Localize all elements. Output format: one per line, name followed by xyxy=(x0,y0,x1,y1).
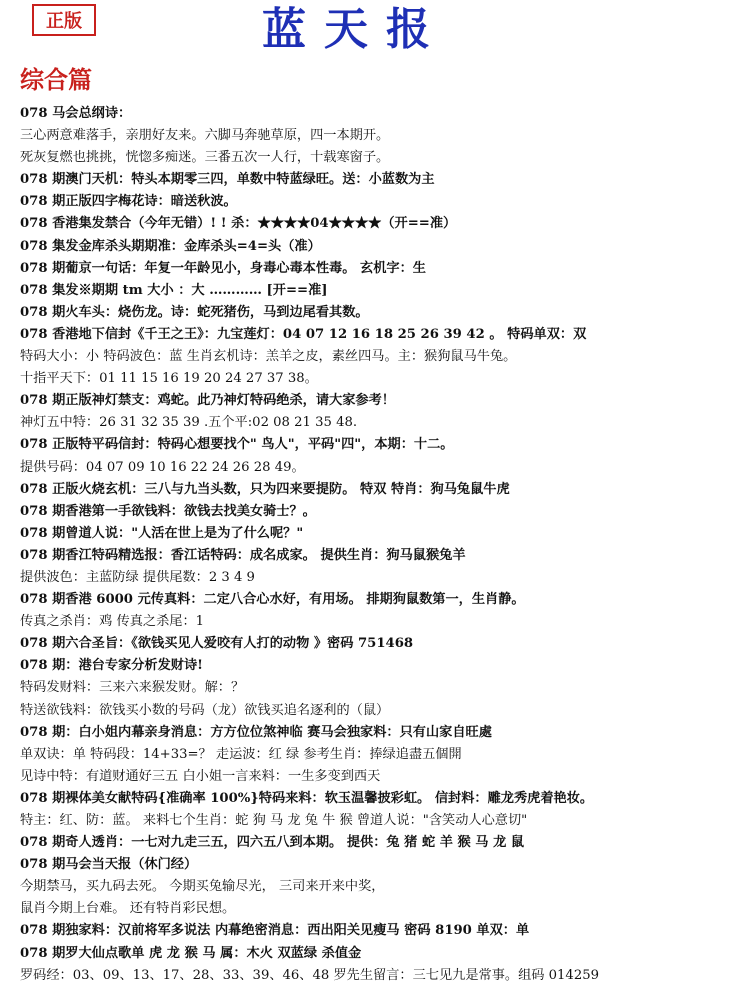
authentic-badge: 正版 xyxy=(32,4,96,36)
text-line: 特送欲钱料：欲钱买小数的号码（龙）欲钱买追名逐利的（鼠） xyxy=(20,702,390,718)
text-line: 078 期正版神灯禁支：鸡蛇。此乃神灯特码绝杀，请大家参考！ xyxy=(20,393,395,409)
text-line: 神灯五中特：26 31 32 35 39 .五个平:02 08 21 35 48. xyxy=(20,415,358,431)
section-heading: 综合篇 xyxy=(20,66,92,94)
text-line: 078 期香港 6000 元传真料：二定八合心水好，有用场。 排期狗鼠数第一，生肖静。 xyxy=(20,592,525,608)
text-line: 078 香港地下信封《千王之王》：九宝莲灯：04 07 12 16 18 25 26 39 42 。 特码单双：双 xyxy=(20,326,587,342)
text-line: 078 集发※期期 tm 大小 ：大 ………… [开==准] xyxy=(20,282,328,298)
text-line: 传真之杀肖：鸡 传真之杀尾：1 xyxy=(20,614,205,630)
text-line: 078 期：白小姐内幕亲身消息：方方位位煞神临 赛马会独家料：只有山家自旺處 xyxy=(20,724,492,740)
text-line: 078 期奇人透肖：一七对九走三五，四六五八到本期。 提供：兔 猪 蛇 羊 猴 马 龙 鼠 xyxy=(20,835,525,851)
text-line: 078 马会总纲诗： xyxy=(20,106,132,121)
text-line: 078 期葡京一句话：年复一年龄见小，身毒心毒本性毒。 玄机字：生 xyxy=(20,260,426,276)
text-line: 见诗中特：有道财通好三五 白小姐一言来料：一生多变到西天 xyxy=(20,768,381,784)
text-line: 提供波色：主蓝防绿 提供尾数：2 3 4 9 xyxy=(20,569,255,585)
text-line: 特主：红、防：蓝。 来料七个生肖：蛇 狗 马 龙 兔 牛 猴 曾道人说："含笑动人心意切" xyxy=(20,813,528,828)
text-line: 罗码经：03、09、13、17、28、33、39、46、48 罗先生留言：三七见九是常事。组码 014259 xyxy=(20,967,599,983)
text-line: 078 期罗大仙点歌单 虎 龙 猴 马 属：木火 双蓝绿 杀值金 xyxy=(20,945,362,961)
newspaper-title: 蓝天报 xyxy=(262,4,448,55)
text-line: 提供号码：04 07 09 10 16 22 24 26 28 49。 xyxy=(20,459,305,475)
text-line: 078 集发金库杀头期期准：金库杀头=4=头（准） xyxy=(20,238,321,254)
text-line: 078 期香江特码精选报：香江话特码：成名成家。 提供生肖：狗马鼠猴兔羊 xyxy=(20,547,466,563)
text-line: 078 期裸体美女献特码{准确率 100%}特码来料：软玉温馨披彩虹。 信封料：雕龙秀虎着艳妆。 xyxy=(20,790,594,806)
text-line: 单双诀：单 特码段：14+33=？ 走运波：红 绿 参考生肖：捧绿追盡五個開 xyxy=(20,746,462,762)
text-line: 三心两意难落手，亲朋好友来。六脚马奔驰草原，四一本期开。 xyxy=(20,128,390,144)
text-line: 十指平天下：01 11 15 16 19 20 24 27 37 38。 xyxy=(20,371,318,387)
text-line: 078 期独家料：汉前将军多说法 内幕绝密消息：西出阳关见瘦马 密码 8190 单双：单 xyxy=(20,923,530,939)
text-line: 078 期澳门天机：特头本期零三四，单数中特蓝绿旺。送：小蓝数为主 xyxy=(20,172,435,188)
text-line: 死灰复燃也挑挑，恍惚多痴迷。三番五次一人行，十载寒窗子。 xyxy=(20,150,390,166)
text-line: 特码大小：小 特码波色：蓝 生肖玄机诗：羔羊之皮，素丝四马。主：猴狗鼠马牛兔。 xyxy=(20,349,517,365)
text-line: 078 香港集发禁合（今年无错）! ! 杀：★★★★04★★★★（开==准） xyxy=(20,216,457,232)
text-line: 078 期曾道人说："人活在世上是为了什么呢？" xyxy=(20,525,304,541)
text-line: 078 期：港台专家分析发财诗! xyxy=(20,658,203,674)
article-body xyxy=(20,103,720,987)
text-line: 078 期正版四字梅花诗：暗送秋波。 xyxy=(20,194,237,210)
text-line: 078 正版特平码信封：特码心想要找个" 鸟人"，平码"四"，本期：十二。 xyxy=(20,437,454,453)
text-line: 078 期六合圣旨：《欲钱买见人爱咬有人打的动物 》密码 751468 xyxy=(20,636,414,652)
text-line: 078 期火车头：烧伤龙。诗：蛇死猪伤，马到边尾看其数。 xyxy=(20,304,369,320)
text-line: 特码发财料：三来六来猴发财。解：？ xyxy=(20,680,245,696)
text-line: 078 期马会当天报（休门经） xyxy=(20,857,198,873)
text-line: 078 正版火烧玄机：三八与九当头数，只为四来要提防。 特双 特肖：狗马兔鼠牛虎 xyxy=(20,481,510,497)
text-line: 今期禁马，买九码去死。 今期买兔输尽光， 三司来开来中奖， xyxy=(20,879,385,895)
text-line: 078 期香港第一手欲钱料：欲钱去找美女骑士？。 xyxy=(20,503,316,519)
text-line: 鼠肖今期上台难。 还有特肖彩民想。 xyxy=(20,901,236,917)
